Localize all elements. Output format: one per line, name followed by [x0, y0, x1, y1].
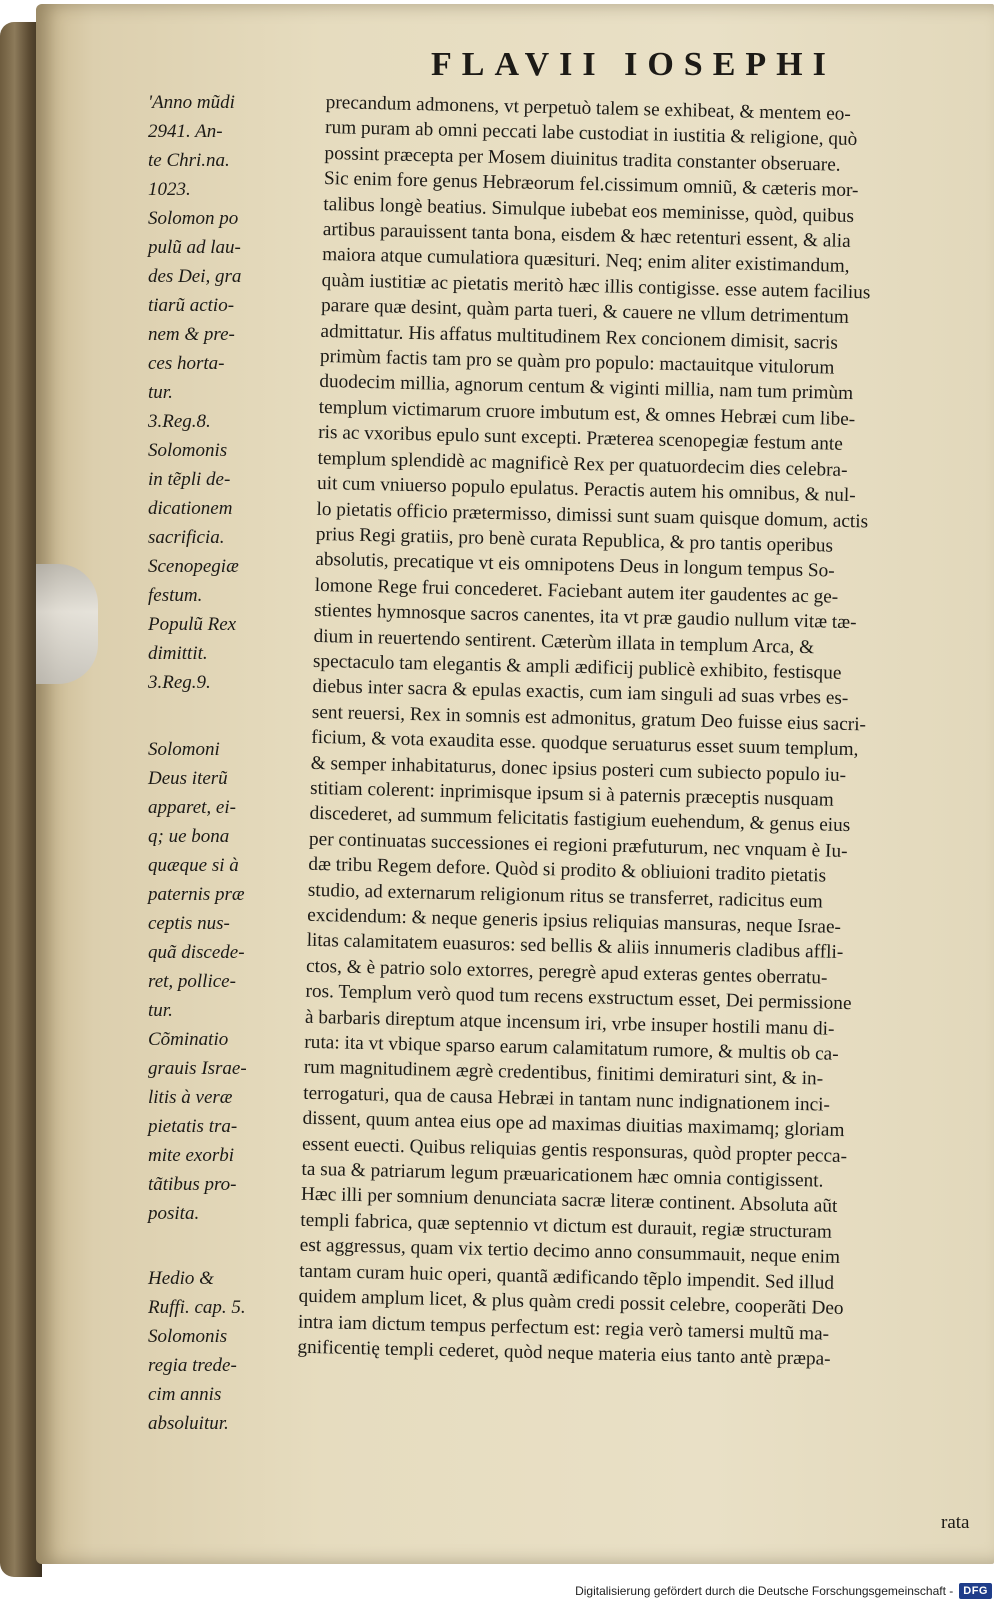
margin-note: 3.Reg.9.	[148, 672, 211, 693]
text-line: maiora atque cumulatiora quæsituri. Neq; enim aliter existimandum,	[322, 244, 850, 278]
text-line: artibus parauissent tanta bona, eisdem & hæc retenturi essent, & alia	[322, 218, 851, 252]
text-line: essent euecti. Quibus reliquias gentis responsuras, quòd propter pecca-	[301, 1133, 848, 1167]
text-line: rum magnitudinem ægrè credentibus, finitimi demiraturi sint, & in-	[303, 1057, 824, 1090]
margin-note: Solomoni Deus iterũ apparet, ei- q; ue bona quæque si à paternis præ ceptis nus- quã discede- ret, pollice- tur.	[148, 739, 245, 1021]
text-line: quàm iustitiæ ac pietatis meritò hæc illis contigisse. esse autem facilius	[321, 269, 871, 304]
text-line: possint præcepta per Mosem diuinitus tradita constanter obseruare.	[324, 142, 841, 176]
text-line: diebus inter sacra & epulas exactis, cum iam singuli ad suas vrbes es-	[312, 676, 849, 710]
text-line: quidem amplum licet, & plus quàm credi possit celebre, cooperãti Deo	[298, 1285, 844, 1320]
margin-note: Cõminatio grauis Israe- litis à veræ pietatis tra- mite exorbi tãtibus pro- posita.	[148, 1029, 247, 1224]
text-line: templum victimarum cruore imbutum est, & omnes Hebræi cum libe-	[318, 396, 856, 430]
text-line: stitiam colerent: inprimisque ipsum si à paternis præceptis nusquam	[309, 777, 834, 811]
margin-note: Solomonis in tẽpli de- dicationem sacrificia.	[148, 440, 233, 548]
text-line: spectaculo tam elegantis & ampli ædificij publicè exhibito, festisque	[312, 650, 842, 684]
text-line: dissent, quum antea eius ope ad maximas diuitias maximamq; gloriam	[302, 1107, 845, 1142]
text-line: à barbaris direptum atque incensum iri, vrbe insuper hostili manu di-	[304, 1006, 835, 1040]
margin-note: Populũ Rex dimittit.	[148, 614, 237, 664]
text-line: intra iam dictum tempus perfectum est: regia verò tamersi multũ ma-	[297, 1311, 830, 1345]
margin-note: Scenopegiæ festum.	[148, 556, 239, 606]
text-line: litas calamitatem euasuros: sed bellis & aliis innumeris cladibus affli-	[306, 930, 844, 964]
text-line: stientes hymnosque sacros canentes, ita vt præ gaudio nullum vitæ tæ-	[313, 599, 857, 634]
text-line: tantam curam huic operi, quantã ædificando tẽplo impendit. Sed illud	[298, 1260, 835, 1294]
margin-note: 'Anno mũdi 2941. An- te Chri.na. 1023.	[148, 92, 235, 200]
page-clip	[36, 564, 98, 684]
text-line: parare quæ desint, quàm parta tueri, & cauere ne vllum detrimentum	[320, 295, 850, 329]
footer-text: Digitalisierung gefördert durch die Deutsche Forschungsgemeinschaft -	[575, 1584, 954, 1598]
text-line: lo pietatis officio prætermisso, dimissi sunt suam quisque domum, actis	[316, 498, 869, 532]
text-line: primùm factis tam pro se quàm pro populo: mactauitque vitulorum	[319, 345, 835, 379]
text-line: Hæc illi per somnium denunciata sacræ literæ continent. Absoluta aũt	[300, 1184, 838, 1218]
text-line: dium in reuertendo sentirent. Cæterùm illata in templum Arca, &	[313, 625, 815, 658]
margin-notes	[148, 88, 298, 1438]
text-line: gnificentię templi cederet, quòd neque materia eius tanto antè præpa-	[297, 1336, 831, 1370]
text-line: absolutis, precatique vt eis omnipotens Deus in longum tempus So-	[315, 549, 835, 582]
book-page	[36, 4, 994, 1564]
text-line: excidendum: & neque generis ipsius reliquias mansuras, neque Israe-	[307, 904, 842, 938]
text-line: precandum admonens, vt perpetuò talem se exhibeat, & mentem eo-	[325, 91, 852, 125]
text-line: studio, ad externarum religionum ritus se transferret, radicitus eum	[307, 879, 824, 913]
text-line: lomone Rege frui concederet. Faciebant autem iter gaudentes ac ge-	[314, 574, 839, 608]
running-header: FLAVII IOSEPHI	[431, 46, 836, 83]
text-line: ctos, & è patrio solo extorres, peregrè apud exteras gentes oberratu-	[305, 955, 828, 989]
text-line: ruta: ita vt vbique sparso earum calamitatum rumore, & multis ob ca-	[304, 1031, 839, 1065]
dfg-logo-icon: DFG	[959, 1583, 992, 1599]
text-line: ficium, & vota exaudita esse. quodque seruaturus esset suum templum,	[311, 726, 859, 761]
text-line: dæ tribu Regem defore. Quòd si prodito & obliuioni tradito pietatis	[308, 853, 827, 887]
text-line: terrogaturi, qua de causa Hebræi in tantam nunc indignationem inci-	[302, 1082, 831, 1116]
text-line: talibus longè beatius. Simulque iubebat eos meminisse, quòd, quibus	[323, 193, 855, 227]
margin-note: 3.Reg.8.	[148, 411, 211, 432]
text-line: discederet, ad summum felicitatis fastigium euehendum, & genus eius	[309, 803, 851, 837]
text-line: templi fabrica, quæ septennio vt dictum est durauit, regiæ structuram	[300, 1209, 833, 1243]
body-text	[297, 90, 994, 1375]
text-line: rum puram ab omni peccati labe custodiat in iustitia & religione, quò	[324, 117, 858, 151]
text-line: est aggressus, quam vix tertio decimo anno consummauit, neque enim	[299, 1234, 841, 1269]
text-line: & semper inhabitaturus, donec ipsius posteri cum subiecto populo iu-	[310, 752, 847, 786]
text-line: sent reuersi, Rex in somnis est admonitus, gratum Deo fuisse eius sacri-	[311, 701, 867, 736]
margin-note: Solomon po pulũ ad lau- des Dei, gra tiarũ actio- nem & pre- ces horta- tur.	[148, 208, 242, 403]
text-line: templum splendidè ac magnificè Rex per quatuordecim dies celebra-	[317, 447, 848, 481]
text-line: duodecim millia, agnorum centum & viginti millia, nam tum primùm	[319, 371, 854, 405]
text-line: admittatur. His affatus multitudinem Rex concionem dimisit, sacris	[320, 320, 839, 354]
text-line: per continuatas successiones ei regioni præfuturum, nec vnquam è Iu-	[308, 828, 848, 862]
text-line: Sic enim fore genus Hebræorum fel.cissimum omniũ, & cæteris mor-	[323, 168, 859, 202]
text-line: ros. Templum verò quod tum recens exstructum esset, Dei permissione	[305, 980, 852, 1015]
text-line: uit cum vniuerso populo epulatus. Peractis autem his omnibus, & nul-	[316, 472, 856, 507]
text-line: ta sua & patriarum legum præuaricationem hæc omnia contigissent.	[301, 1158, 824, 1192]
text-line: ris ac vxoribus epulo sunt excepti. Præterea scenopegiæ festum ante	[317, 422, 844, 456]
catchword: rata	[941, 1512, 970, 1533]
footer-credit	[575, 1580, 992, 1602]
margin-note: Hedio & Ruffi. cap. 5. Solomonis regia trede- cim annis absoluitur.	[148, 1268, 246, 1434]
text-line: prius Regi gratiis, pro benè curata Republica, & pro tantis operibus	[315, 523, 834, 557]
